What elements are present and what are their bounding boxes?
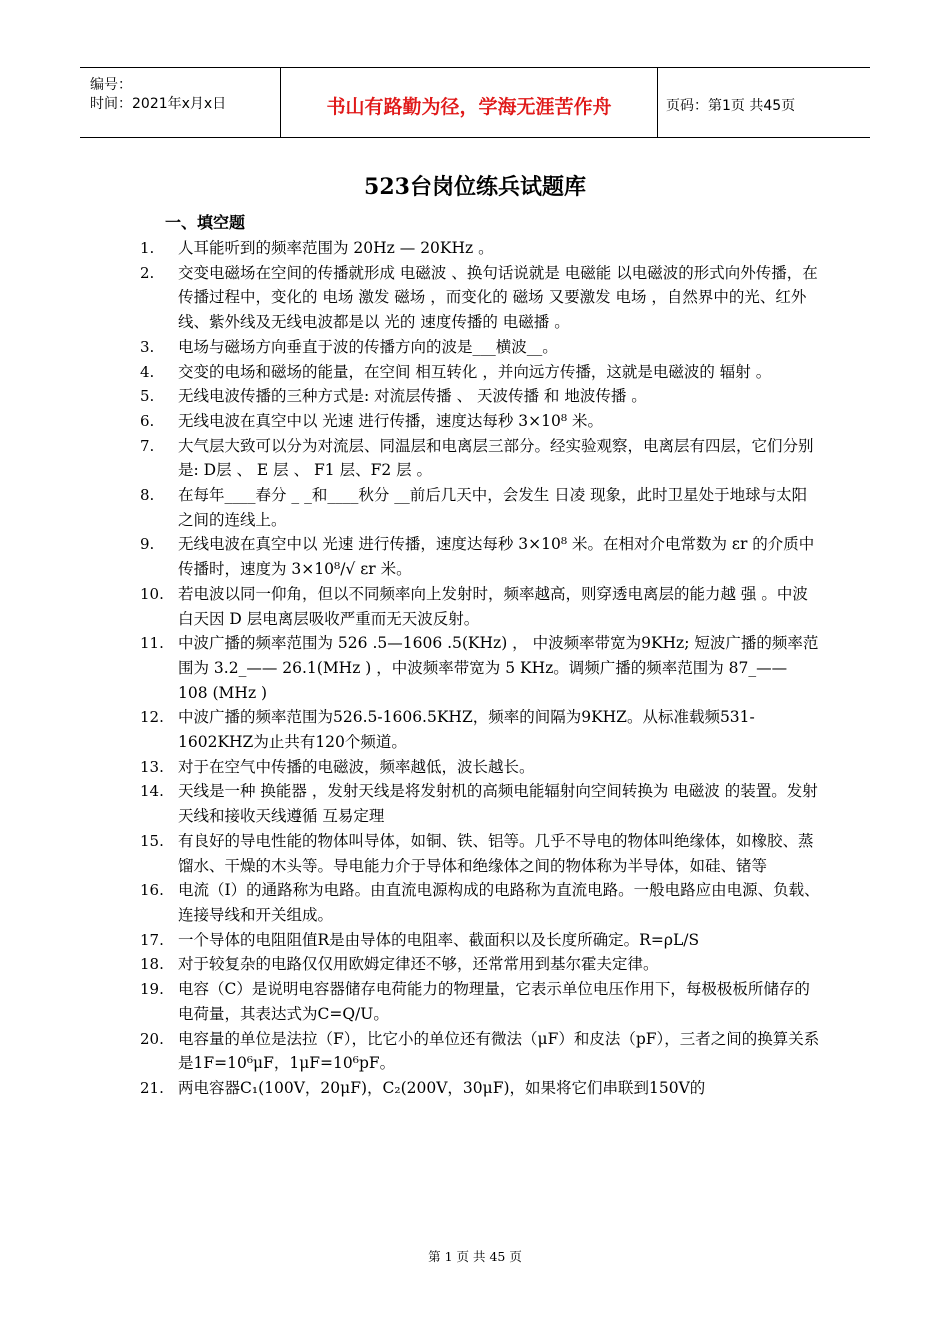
question-item — [140, 360, 820, 385]
question-list — [140, 236, 820, 1101]
question-text: 无线电波在真空中以 光速 进行传播，速度达每秒 3×10⁸ 米。在相对介电常数为 εr 的介质中传播时，速度为 3×10⁸/√ εr 米。 — [178, 535, 815, 579]
question-item — [140, 755, 820, 780]
question-number: 21. — [140, 1078, 164, 1097]
question-text: 电容（C）是说明电容器储存电荷能力的物理量，它表示单位电压作用下，每极极板所储存的电荷量，其表达式为C=Q/U。 — [178, 980, 810, 1023]
page-code: 页码：第1页 共45页 — [666, 98, 796, 114]
question-number: 11. — [140, 634, 164, 653]
question-text: 无线电波传播的三种方式是: 对流层传播 、 天波传播 和 地波传播 。 — [178, 387, 647, 406]
question-text: 有良好的导电性能的物体叫导体，如铜、铁、铝等。几乎不导电的物体叫绝缘体，如橡胶、蒸馏水、干燥的木头等。导电能力介于导体和绝缘体之间的物体称为半导体，如硅、锗等 — [178, 831, 814, 875]
question-item — [140, 335, 820, 360]
question-text: 两电容器C₁(100V，20μF)，C₂(200V，30μF)，如果将它们串联到150V的 — [178, 1078, 706, 1097]
question-item — [140, 261, 820, 335]
question-number: 7. — [140, 436, 155, 455]
question-text: 对于较复杂的电路仅仅用欧姆定律还不够，还常常用到基尔霍夫定律。 — [178, 955, 659, 974]
question-number: 4. — [140, 362, 155, 381]
question-item — [140, 1027, 820, 1076]
question-text: 人耳能听到的频率范围为 20Hz — 20KHz 。 — [178, 239, 494, 257]
question-text: 无线电波在真空中以 光速 进行传播，速度达每秒 3×10⁸ 米。 — [178, 411, 603, 430]
question-number: 8. — [140, 486, 155, 505]
motto: 书山有路勤为径，学海无涯苦作舟 — [326, 96, 612, 118]
question-number: 3. — [140, 337, 155, 356]
question-text: 电流（I）的通路称为电路。由直流电源构成的电路称为直流电路。一般电路应由电源、负载、连接导线和开关组成。 — [178, 881, 820, 924]
question-number: 1. — [140, 239, 155, 257]
question-number: 2. — [140, 263, 155, 282]
question-item — [140, 1076, 820, 1101]
question-text: 若电波以同一仰角，但以不同频率向上发射时，频率越高，则穿透电离层的能力越 强 。中波白天因 D 层电离层吸收严重而无天波反射。 — [178, 584, 808, 628]
document-header — [80, 67, 870, 138]
question-number: 17. — [140, 930, 164, 949]
header-info-cell — [80, 68, 281, 137]
question-item — [140, 384, 820, 409]
question-number: 12. — [140, 708, 164, 727]
question-item — [140, 631, 820, 705]
question-item — [140, 705, 820, 754]
header-motto-cell — [281, 68, 658, 137]
question-number: 14. — [140, 782, 164, 801]
number-label: 编号： — [90, 77, 132, 93]
question-item — [140, 977, 820, 1026]
question-text: 电容量的单位是法拉（F），比它小的单位还有微法（μF）和皮法（pF），三者之间的换算关系是1F=10⁶μF，1μF=10⁶pF。 — [178, 1029, 820, 1073]
question-number: 16. — [140, 881, 164, 900]
time-label: 时间：2021年x月x日 — [90, 96, 227, 112]
question-text: 在每年____春分 _ _和____秋分 __前后几天中，会发生 日凌 现象，此时卫星处于地球与太阳之间的连线上。 — [178, 486, 808, 529]
question-item — [140, 409, 820, 434]
question-number: 20. — [140, 1029, 164, 1048]
question-text: 天线是一种 换能器 ，发射天线是将发射机的高频电能辐射向空间转换为 电磁波 的装置。发射天线和接收天线遵循 互易定理 — [178, 782, 818, 826]
question-item — [140, 483, 820, 532]
question-text: 交变电磁场在空间的传播就形成 电磁波 、换句话说就是 电磁能 以电磁波的形式向外传播，在传播过程中，变化的 电场 激发 磁场 ，而变化的 磁场 又要激发 电场 ，自然界中的光、红外线、紫外线及无线电波都是以 光的 速度传播的 电磁播 。 — [178, 263, 818, 332]
question-item — [140, 779, 820, 828]
question-number: 5. — [140, 387, 155, 406]
question-text: 中波广播的频率范围为526.5-1606.5KHZ，频率的间隔为9KHZ。从标准载频531-1602KHZ为止共有120个频道。 — [178, 708, 755, 752]
question-text: 大气层大致可以分为对流层、同温层和电离层三部分。经实验观察，电离层有四层，它们分别是: D层 、 E 层 、 F1 层、F2 层 。 — [178, 436, 814, 480]
page-footer: 第 1 页 共 45 页 — [428, 1249, 522, 1264]
question-number: 15. — [140, 831, 164, 850]
question-text: 中波广播的频率范围为 526 .5—1606 .5(KHz) ， 中波频率带宽为9KHz; 短波广播的频率范围为 3.2_—— 26.1(MHz ) ，中波频率带宽为 5 KHz。调频广播的频率范围为 87_—— 108 (MHz ) — [178, 634, 819, 702]
question-item — [140, 236, 820, 261]
section-heading: 一、填空题 — [165, 213, 246, 232]
question-number: 19. — [140, 980, 164, 999]
question-number: 9. — [140, 535, 155, 554]
question-item — [140, 952, 820, 977]
question-number: 6. — [140, 411, 155, 430]
question-item — [140, 532, 820, 581]
question-text: 交变的电场和磁场的能量，在空间 相互转化 ，并向远方传播，这就是电磁波的 辐射 。 — [178, 362, 772, 381]
question-number: 18. — [140, 955, 164, 974]
question-text: 电场与磁场方向垂直于波的传播方向的波是___横波__。 — [178, 337, 558, 356]
question-text: 一个导体的电阻阻值R是由导体的电阻率、截面积以及长度所确定。R=ρL/S — [178, 930, 700, 949]
question-item — [140, 878, 820, 927]
question-item — [140, 829, 820, 878]
header-page-cell — [658, 68, 870, 137]
question-number: 10. — [140, 584, 164, 603]
question-number: 13. — [140, 757, 164, 776]
question-item — [140, 928, 820, 953]
question-item — [140, 582, 820, 631]
question-item — [140, 434, 820, 483]
question-text: 对于在空气中传播的电磁波，频率越低，波长越长。 — [178, 757, 535, 776]
page-title: 523台岗位练兵试题库 — [364, 174, 586, 200]
